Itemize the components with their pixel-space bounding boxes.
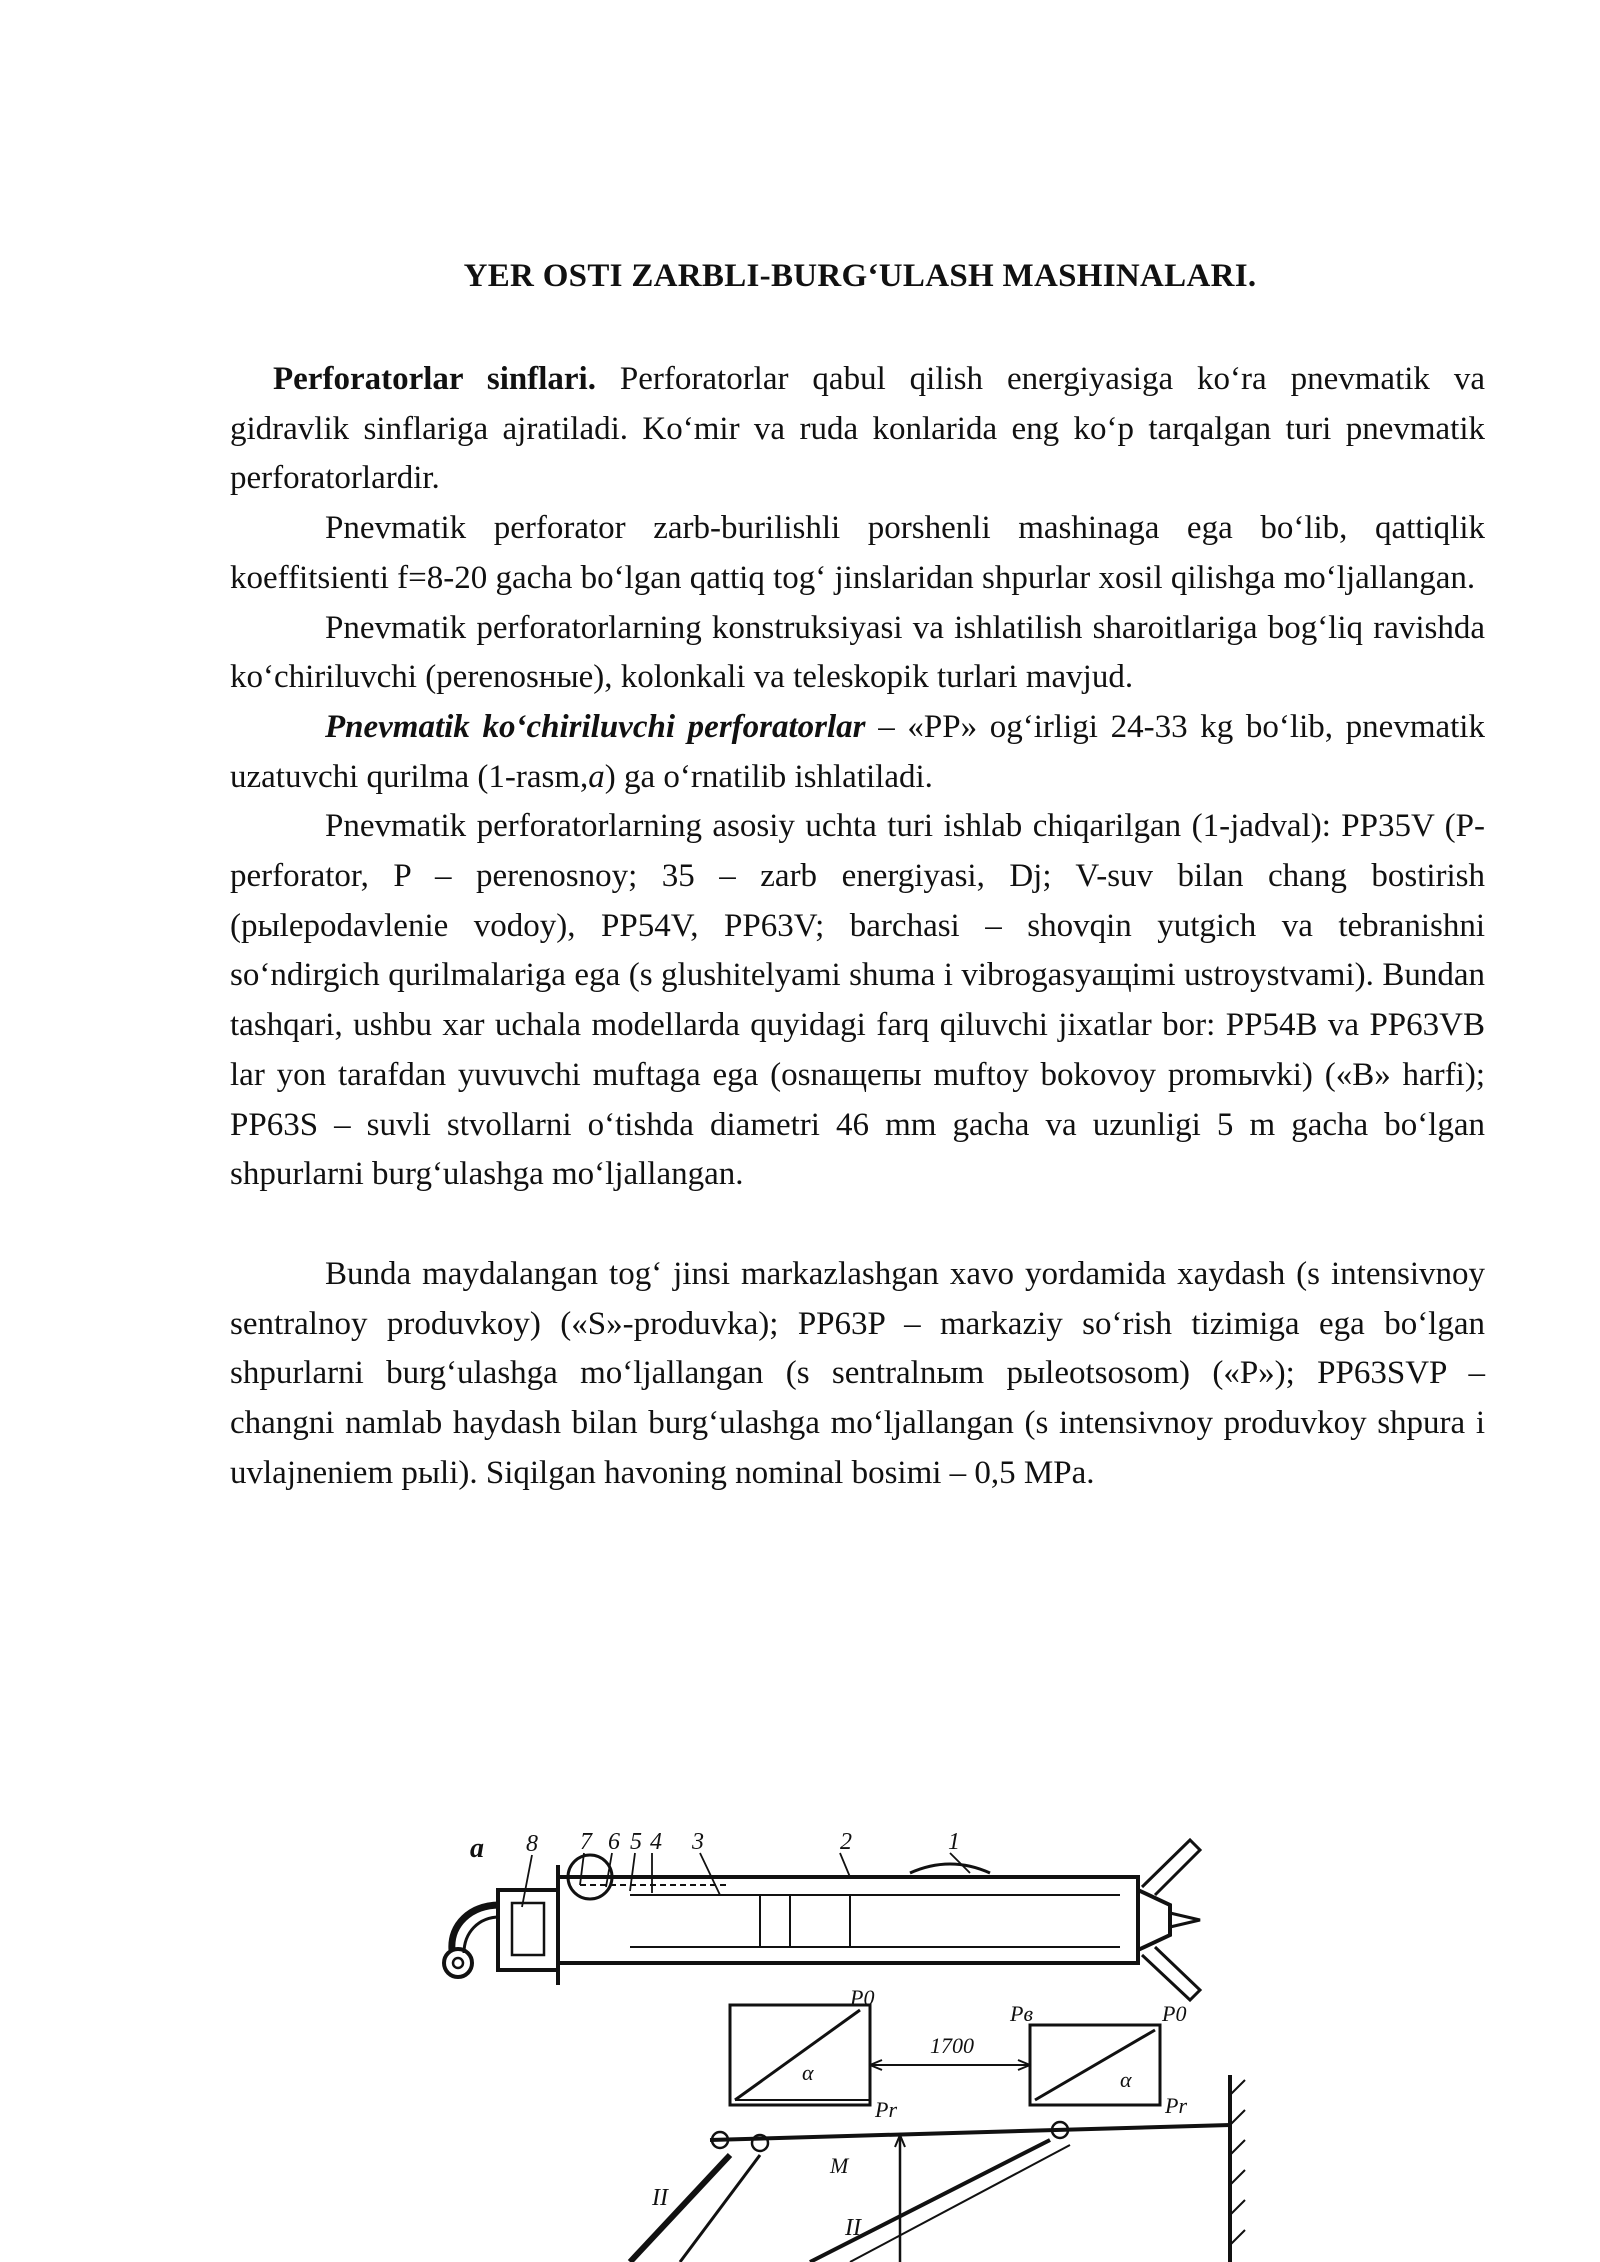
air-leg-left	[630, 2155, 730, 2262]
paragraph-portable	[230, 703, 1485, 802]
figure-ref-letter: a	[588, 758, 605, 795]
paragraph-text: Perforatorlar qabul qilish energiyasiga ko‘ra pnevmatik va gidravlik sinflariga ajratiladi. Ko‘mir va ruda konlarida eng ko‘p tarqalgan turi pnevmatik perforatorlardir.	[230, 361, 1485, 497]
support-beam	[710, 2125, 1230, 2140]
paragraph-blowing: Bunda maydalangan tog‘ jinsi markazlashgan xavo yordamida xaydash (s intensivnoy sentralnoy produvkoy) («S»-produvka); PP63P – markaziy so‘rish tizimiga ega bo‘lgan shpurlarni burg‘ulashga mo‘ljallangan (s sentralnыm рыleotsosom) («P»); PP63SVP – changni namlab haydash bilan burg‘ulashga mo‘ljallangan (s intensivnoy produvkoy shpura i uvlajneniem рыli). Siqilgan havoning nominal bosimi – 0,5 MPa.	[230, 1255, 1485, 1491]
force-label-pr-left: Pr	[875, 2097, 897, 2122]
part-number-2: 2	[840, 1829, 852, 1855]
figure-panel-label: a	[470, 1833, 484, 1864]
hose-ring	[444, 1949, 472, 1977]
cylinder-lines	[630, 1895, 1120, 1947]
part-number-7: 7	[580, 1829, 592, 1855]
paragraph-models: Pnevmatik perforatorlarning asosiy uchta turi ishlab chiqarilgan (1-jadval): PP35V (P- perforator, P – perenosnoy; 35 – zarb energiyasi, Dj; V-suv bilan chang bostirish (рыlepodavlenie vodoy), PP54V, PP63V; barchasi – shovqin yutgich va tebranishni so‘ndirgich qurilmalariga ega (s glushitelyami shuma i vibrogasyaщimi ustroystvami). Bundan tashqari, ushbu xar uchala modellarda quyidagi farq qiluvchi jixatlar bor: PP54B va PP63VB lar yon tarafdan yuvuvchi muftaga ega (osnaщепы muftoy bokovoy promыvki) («B» harfi); PP63S – suvli stvollarni o‘tishda diametri 46 mm gacha va uzunligi 5 m gacha bo‘lgan shpurlarni burg‘ulashga mo‘ljallangan.	[230, 808, 1485, 1193]
part-number-8: 8	[526, 1831, 538, 1857]
angle-label-left: α	[802, 2060, 814, 2085]
lead-heading: Perforatorlar sinflari.	[273, 361, 596, 397]
paragraph-classes	[230, 355, 1485, 504]
front-chuck	[1138, 1890, 1170, 1950]
force-label-pr-right: Pr	[1165, 2093, 1187, 2118]
support-blade-bottom	[1142, 1947, 1200, 2000]
document-title: YER OSTI ZARBLI-BURG‘ULASH MASHINALARI.	[463, 258, 1257, 294]
force-label-pb-right: Pв	[1010, 2001, 1033, 2026]
force-vector-right	[1035, 2030, 1155, 2100]
piston-lines	[760, 1895, 850, 1947]
figure-perforator-drawing	[430, 1795, 1250, 2262]
force-vector-left	[735, 2010, 860, 2100]
term-portable-perforators: Pnevmatik ko‘chiriluvchi perforatorlar	[325, 708, 866, 745]
bit-tip	[1170, 1913, 1200, 1927]
part-number-3: 3	[692, 1829, 704, 1855]
part-number-6: 6	[608, 1829, 620, 1855]
document-body	[230, 355, 1485, 1498]
wall-hatching	[1230, 2080, 1245, 2245]
paragraph-text: – «PP» og‘irligi 24-33 kg bo‘lib, pnevmatik uzatuvchi qurilma (1-rasm,	[230, 708, 1485, 795]
backhead-valve	[512, 1903, 544, 1955]
support-blade-top	[1142, 1840, 1200, 1895]
paragraph-gap	[230, 1200, 1485, 1250]
part-number-1: 1	[948, 1829, 960, 1855]
perforator-body	[558, 1877, 1138, 1963]
paragraph-text: ) ga o‘rnatilib ishlatiladi.	[604, 758, 933, 795]
force-label-p0-left: P0	[850, 1985, 875, 2010]
air-hose	[452, 1905, 500, 1950]
body-bulge	[910, 1864, 990, 1873]
paragraph-pneumatic-perforator: Pnevmatik perforator zarb-burilishli porshenli mashinaga ega bo‘lib, qattiqlik koeffitsienti f=8-20 gacha bo‘lgan qattiq tog‘ jinslaridan shpurlar xosil qilishga mo‘ljallangan.	[230, 510, 1485, 596]
force-label-p0-right: P0	[1162, 2001, 1187, 2026]
perforator-technical-drawing	[430, 1795, 1250, 2262]
hose-ring-center	[453, 1958, 463, 1968]
air-leg-left-rod	[680, 2155, 760, 2262]
air-leg-right-rod	[850, 2145, 1070, 2262]
point-label-m: M	[830, 2153, 849, 2178]
dimension-label: 1700	[930, 2033, 974, 2058]
paragraph-types: Pnevmatik perforatorlarning konstruksiyasi va ishlatilish sharoitlariga bog‘liq ravishda ko‘chiriluvchi (perenosные), kolonkali va teleskopik turlari mavjud.	[230, 609, 1485, 696]
air-hose-inner	[464, 1917, 500, 1953]
angle-label-right: α	[1120, 2067, 1132, 2092]
leg-label-mid: II	[845, 2215, 861, 2241]
part-number-4: 4	[650, 1829, 662, 1855]
leg-label-left: II	[652, 2185, 668, 2211]
part-number-5: 5	[630, 1829, 642, 1855]
